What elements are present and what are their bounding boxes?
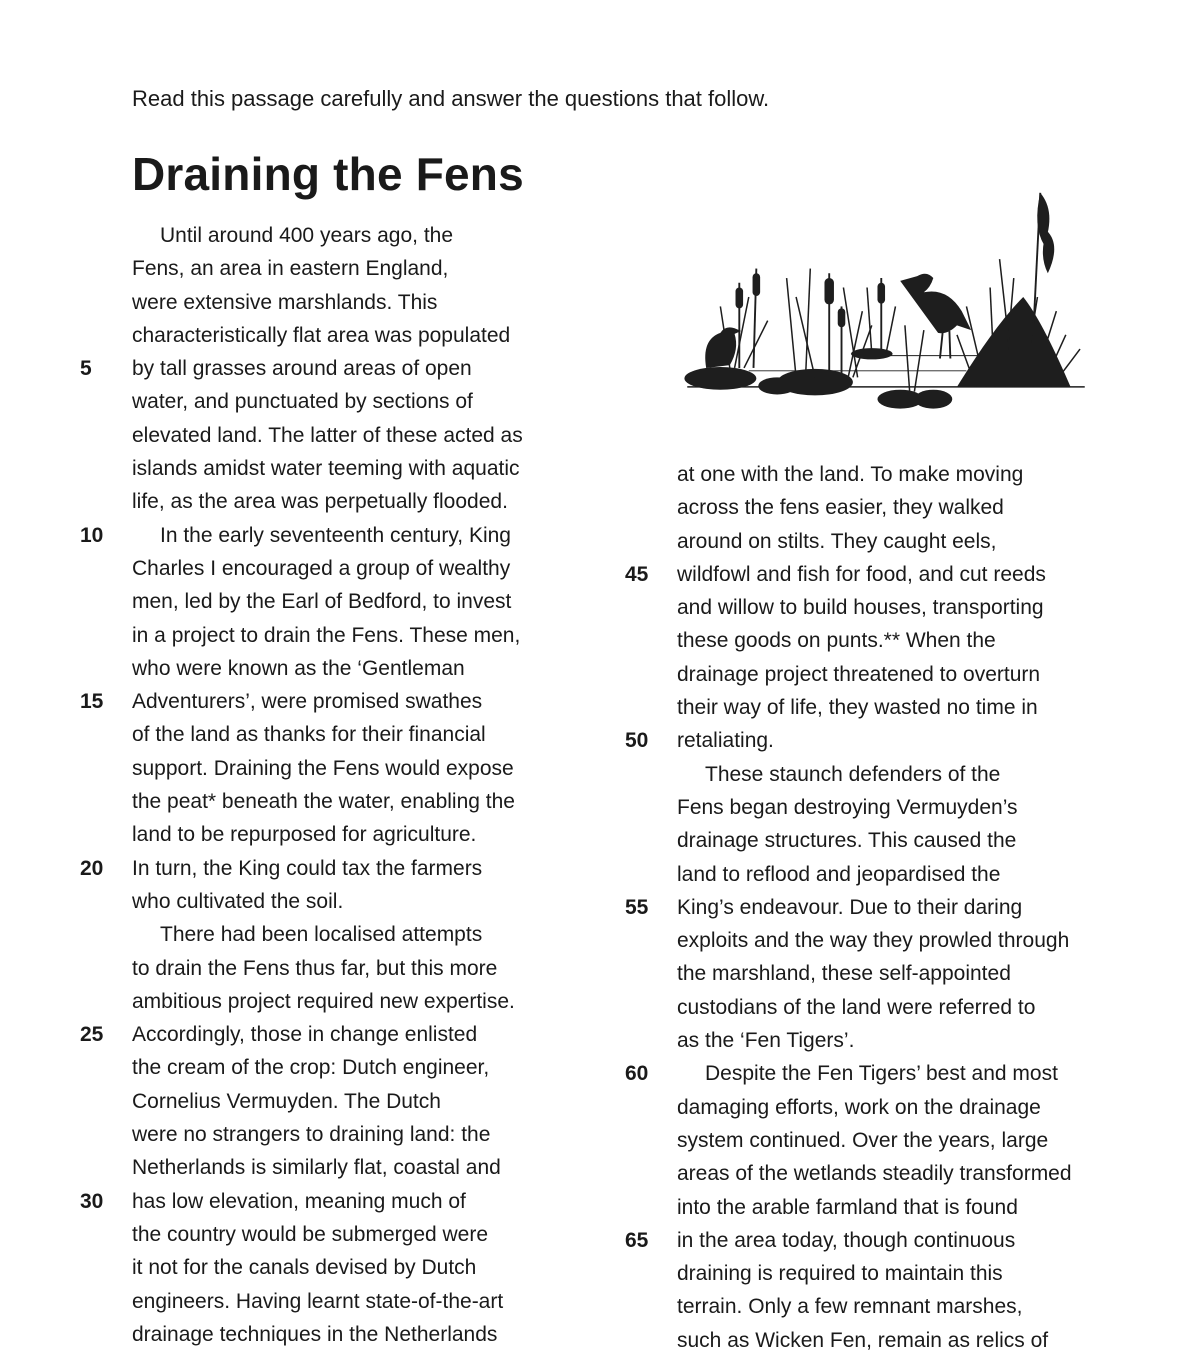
- line-text: at one with the land. To make moving: [677, 463, 1024, 486]
- line-text: damaging efforts, work on the drainage: [677, 1095, 1041, 1119]
- passage-line: [80, 485, 580, 518]
- passage-line: [80, 519, 580, 552]
- line-text: Netherlands is similarly flat, coastal and: [132, 1156, 501, 1180]
- passage-line: [80, 1185, 580, 1218]
- line-text: as the ‘Fen Tigers’.: [677, 1029, 855, 1053]
- line-number: 20: [80, 856, 104, 880]
- passage-line: [80, 1251, 580, 1284]
- line-text: areas of the wetlands steadily transformed: [677, 1162, 1072, 1186]
- passage-line: [625, 1290, 1125, 1323]
- passage-line: [625, 891, 1125, 924]
- passage-line: [80, 785, 580, 818]
- passage-line: [625, 1257, 1125, 1290]
- line-text: Fens began destroying Vermuyden’s: [677, 795, 1018, 819]
- passage-line: [80, 1018, 580, 1051]
- passage-line: [80, 352, 580, 385]
- passage-line: [625, 624, 1125, 657]
- line-text: in a project to drain the Fens. These men,: [132, 623, 521, 647]
- passage-line: [625, 1224, 1125, 1257]
- line-text: drainage structures. This caused the: [677, 829, 1017, 853]
- line-text: in the area today, though continuous: [677, 1228, 1016, 1252]
- passage-line: [625, 458, 1125, 491]
- line-number: 10: [80, 523, 104, 547]
- line-text: the marshland, these self-appointed: [677, 962, 1011, 986]
- line-text: ambitious project required new expertise.: [132, 989, 515, 1013]
- line-text: Fens, an area in eastern England,: [132, 257, 449, 281]
- passage-line: [80, 818, 580, 851]
- passage-line: [625, 1057, 1125, 1090]
- passage-line: [80, 918, 580, 951]
- line-text: these goods on punts.** When the: [677, 629, 996, 653]
- passage-line: [80, 1085, 580, 1118]
- passage-line: [625, 1157, 1125, 1190]
- line-text: drainage project threatened to overturn: [677, 662, 1041, 686]
- line-text: their way of life, they wasted no time in: [677, 696, 1038, 720]
- line-text: These staunch defenders of the: [705, 762, 1001, 786]
- passage-line: [80, 252, 580, 285]
- line-text: it not for the canals devised by Dutch: [132, 1256, 477, 1280]
- line-text: across the fens easier, they walked: [677, 496, 1004, 520]
- line-text: land to reflood and jeopardised the: [677, 862, 1001, 886]
- passage-line: [80, 585, 580, 618]
- line-text: to drain the Fens thus far, but this more: [132, 956, 498, 980]
- passage-line: [625, 791, 1125, 824]
- passage-line: [80, 852, 580, 885]
- passage-line: [80, 718, 580, 751]
- passage-line: [80, 385, 580, 418]
- line-text: elevated land. The latter of these acted as: [132, 423, 523, 447]
- line-text: around on stilts. They caught eels,: [677, 529, 997, 553]
- line-text: engineers. Having learnt state-of-the-art: [132, 1289, 504, 1313]
- line-number: 50: [625, 729, 649, 753]
- line-text: and willow to build houses, transporting: [677, 596, 1044, 620]
- line-text: drainage techniques in the Netherlands: [132, 1322, 498, 1346]
- line-text: by tall grasses around areas of open: [132, 357, 472, 381]
- passage-line: [80, 219, 580, 252]
- line-number: 65: [625, 1228, 649, 1252]
- line-text: In the early seventeenth century, King: [160, 523, 511, 547]
- line-text: exploits and the way they prowled through: [677, 929, 1070, 953]
- passage-line: [80, 1285, 580, 1318]
- line-text: islands amidst water teeming with aquatic: [132, 457, 520, 481]
- line-text: were no strangers to draining land: the: [132, 1123, 491, 1147]
- passage-line: [625, 724, 1125, 757]
- passage-line: [80, 552, 580, 585]
- passage-line: [80, 319, 580, 352]
- passage-line: [80, 452, 580, 485]
- line-text: such as Wicken Fen, remain as relics of: [677, 1328, 1049, 1352]
- passage-line: [80, 419, 580, 452]
- line-number: 60: [625, 1062, 649, 1086]
- line-text: retaliating.: [677, 729, 774, 753]
- line-text: water, and punctuated by sections of: [132, 390, 473, 414]
- line-text: Until around 400 years ago, the: [160, 224, 454, 247]
- passage-line: [625, 1024, 1125, 1057]
- passage-line: [80, 619, 580, 652]
- passage-line: [80, 685, 580, 718]
- passage-line: [625, 1191, 1125, 1224]
- passage-line: [80, 985, 580, 1018]
- passage-line: [625, 824, 1125, 857]
- line-text: land to be repurposed for agriculture.: [132, 823, 477, 847]
- line-text: characteristically flat area was populated: [132, 323, 511, 347]
- line-number: 25: [80, 1023, 104, 1047]
- line-text: men, led by the Earl of Bedford, to invest: [132, 590, 512, 614]
- line-number: 30: [80, 1189, 104, 1213]
- line-number: 15: [80, 690, 104, 714]
- passage-line: [80, 652, 580, 685]
- line-text: Despite the Fen Tigers’ best and most: [705, 1062, 1058, 1086]
- passage-line: [625, 991, 1125, 1024]
- line-text: of the land as thanks for their financial: [132, 723, 486, 747]
- passage-line: [80, 1151, 580, 1184]
- passage-line: [80, 1118, 580, 1151]
- line-text: system continued. Over the years, large: [677, 1128, 1049, 1152]
- passage-title: Draining the Fens: [132, 148, 524, 200]
- line-text: support. Draining the Fens would expose: [132, 756, 514, 780]
- passage-line: [625, 1091, 1125, 1124]
- line-text: into the arable farmland that is found: [677, 1195, 1018, 1219]
- instruction-text: Read this passage carefully and answer the questions that follow.: [132, 86, 770, 111]
- passage-line: [80, 286, 580, 319]
- passage-line: [625, 491, 1125, 524]
- line-number: 55: [625, 895, 649, 919]
- line-text: In turn, the King could tax the farmers: [132, 856, 483, 880]
- passage-line: [80, 885, 580, 918]
- passage-line: [625, 924, 1125, 957]
- passage-line: [625, 525, 1125, 558]
- passage-line: [625, 1324, 1125, 1357]
- fen-silhouette-icon: [676, 155, 1096, 420]
- line-text: the country would be submerged were: [132, 1222, 489, 1246]
- line-text: the cream of the crop: Dutch engineer,: [132, 1056, 490, 1080]
- line-text: were extensive marshlands. This: [132, 290, 438, 314]
- line-text: Adventurers’, were promised swathes: [132, 690, 483, 714]
- line-text: Cornelius Vermuyden. The Dutch: [132, 1089, 441, 1113]
- fen-landscape-illustration: [676, 155, 1096, 420]
- line-text: has low elevation, meaning much of: [132, 1189, 466, 1213]
- passage-line: [625, 558, 1125, 591]
- passage-right-column: [625, 458, 1125, 1357]
- line-text: Accordingly, those in change enlisted: [132, 1023, 478, 1047]
- passage-line: [625, 691, 1125, 724]
- line-text: King’s endeavour. Due to their daring: [677, 895, 1023, 919]
- line-text: life, as the area was perpetually flooded.: [132, 490, 508, 514]
- passage-left-column: [80, 219, 580, 1351]
- passage-line: [625, 957, 1125, 990]
- passage-line: [80, 952, 580, 985]
- passage-line: [80, 1318, 580, 1351]
- passage-line: [625, 858, 1125, 891]
- passage-line: [625, 758, 1125, 791]
- passage-line: [625, 658, 1125, 691]
- passage-line: [80, 1218, 580, 1251]
- line-text: who were known as the ‘Gentleman: [132, 656, 465, 680]
- line-number: 45: [625, 562, 649, 586]
- passage-line: [625, 591, 1125, 624]
- passage-line: [80, 752, 580, 785]
- line-text: who cultivated the soil.: [132, 889, 344, 913]
- passage-line: [625, 1124, 1125, 1157]
- passage-line: [80, 1051, 580, 1084]
- line-text: terrain. Only a few remnant marshes,: [677, 1295, 1023, 1319]
- line-text: custodians of the land were referred to: [677, 995, 1036, 1019]
- line-number: 5: [80, 357, 92, 381]
- line-text: the peat* beneath the water, enabling the: [132, 790, 515, 814]
- line-text: wildfowl and fish for food, and cut reeds: [677, 562, 1046, 586]
- line-text: There had been localised attempts: [160, 923, 483, 947]
- line-text: draining is required to maintain this: [677, 1262, 1003, 1286]
- line-text: Charles I encouraged a group of wealthy: [132, 556, 511, 580]
